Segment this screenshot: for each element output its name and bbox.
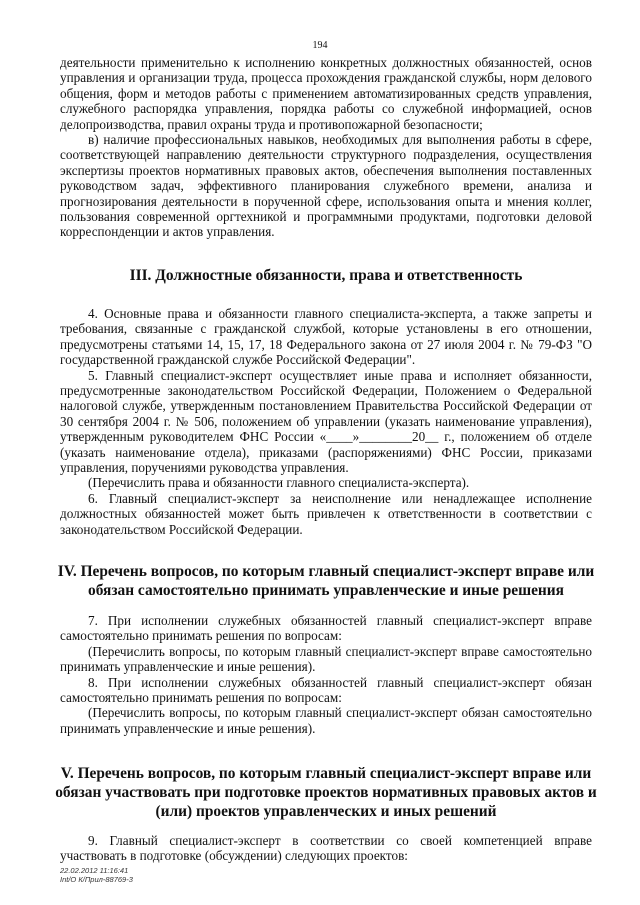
- section-3-body: [60, 306, 592, 537]
- section-3-heading: III. Должностные обязанности, права и ответственность: [129, 267, 523, 284]
- paragraph-item-v: в) наличие профессиональных навыков, необходимых для выполнения работы в сфере, соответствующей направлению деятельности структурного подразделения, осуществления экспертизы проектов нормативных правовых актов, обеспечения выполнения поставленных руководством задач, эффективного планирования служебного времени, анализа и прогнозирования деятельности в порученной сфере, использования опыта и мнения коллег, пользования современной оргтехникой и программными продуктами, подготовки деловой корреспонденции и актов управления.: [60, 132, 592, 240]
- paragraph-continuation: деятельности применительно к исполнению конкретных должностных обязанностей, основ управления и организации труда, процесса прохождения гражданской службы, норм делового общения, форм и методов работы с применением автоматизированных средств управления, служебного распорядка управления, порядка работы со служебной информацией, основ делопроизводства, правил охраны труда и противопожарной безопасности;: [60, 55, 592, 132]
- paragraph-5-note: (Перечислить права и обязанности главного специалиста-эксперта).: [88, 475, 470, 491]
- paragraph-6: 6. Главный специалист-эксперт за неисполнение или ненадлежащее исполнение должностных обязанностей может быть привлечен к ответственности в соответствии с законодательством Российской Федерации.: [60, 490, 592, 537]
- paragraph-9: 9. Главный специалист-эксперт в соответствии со своей компетенцией вправе участвовать в подготовке (обсуждении) следующих проектов:: [60, 833, 592, 864]
- paragraph-5: 5. Главный специалист-эксперт осуществляет иные права и исполняет обязанности, предусмотренные законодательством Российской Федерации, Положением о Федеральной налоговой службе, утвержденным постановлением Правительства Российской Федерации от 30 сентября 2004 г. № 506, положением об управлении (указать наименование управления), утвержденным руководителем ФНС России «____»________20__ г., положением об отделе (указать наименование отдела), приказами (распоряжениями) ФНС России, приказами управления, поручениями руководства управления.: [60, 367, 592, 476]
- paragraph-8-note: (Перечислить вопросы, по которым главный специалист-эксперт обязан самостоятельно принимать управленческие и иные решения).: [60, 705, 592, 736]
- footer-reference: Int/O К/Прил-88769-3: [60, 875, 133, 884]
- section-4-heading: IV. Перечень вопросов, по которым главный специалист-эксперт вправе или обязан самостоятельно принимать управленческие и иные решения: [57, 563, 595, 599]
- page-number: 194: [312, 40, 328, 51]
- section-5-body: [60, 833, 592, 864]
- top-text-block: [60, 55, 592, 240]
- section-5-heading: V. Перечень вопросов, по которым главный специалист-эксперт вправе или обязан участвовать при подготовке проектов нормативных правовых актов и (или) проектов управленческих и иных решений: [55, 765, 597, 820]
- paragraph-8: 8. При исполнении служебных обязанностей главный специалист-эксперт обязан самостоятельно принимать решения по вопросам:: [60, 674, 592, 706]
- footer-stamp: [60, 866, 133, 884]
- paragraph-4: 4. Основные права и обязанности главного специалиста-эксперта, а также запреты и требования, связанные с гражданской службой, которые установлены в его отношении, предусмотрены статьями 14, 15, 17, 18 Федерального закона от 27 июля 2004 г. № 79-ФЗ "О государственной гражданской службе Российской Федерации".: [60, 306, 592, 368]
- footer-timestamp: 22.02.2012 11:16:41: [60, 866, 129, 875]
- paragraph-7: 7. При исполнении служебных обязанностей главный специалист-эксперт вправе самостоятельно принимать решения по вопросам:: [60, 613, 592, 644]
- paragraph-7-note: (Перечислить вопросы, по которым главный специалист-эксперт вправе самостоятельно принимать управленческие и иные решения).: [60, 643, 592, 675]
- section-4-body: [60, 613, 592, 736]
